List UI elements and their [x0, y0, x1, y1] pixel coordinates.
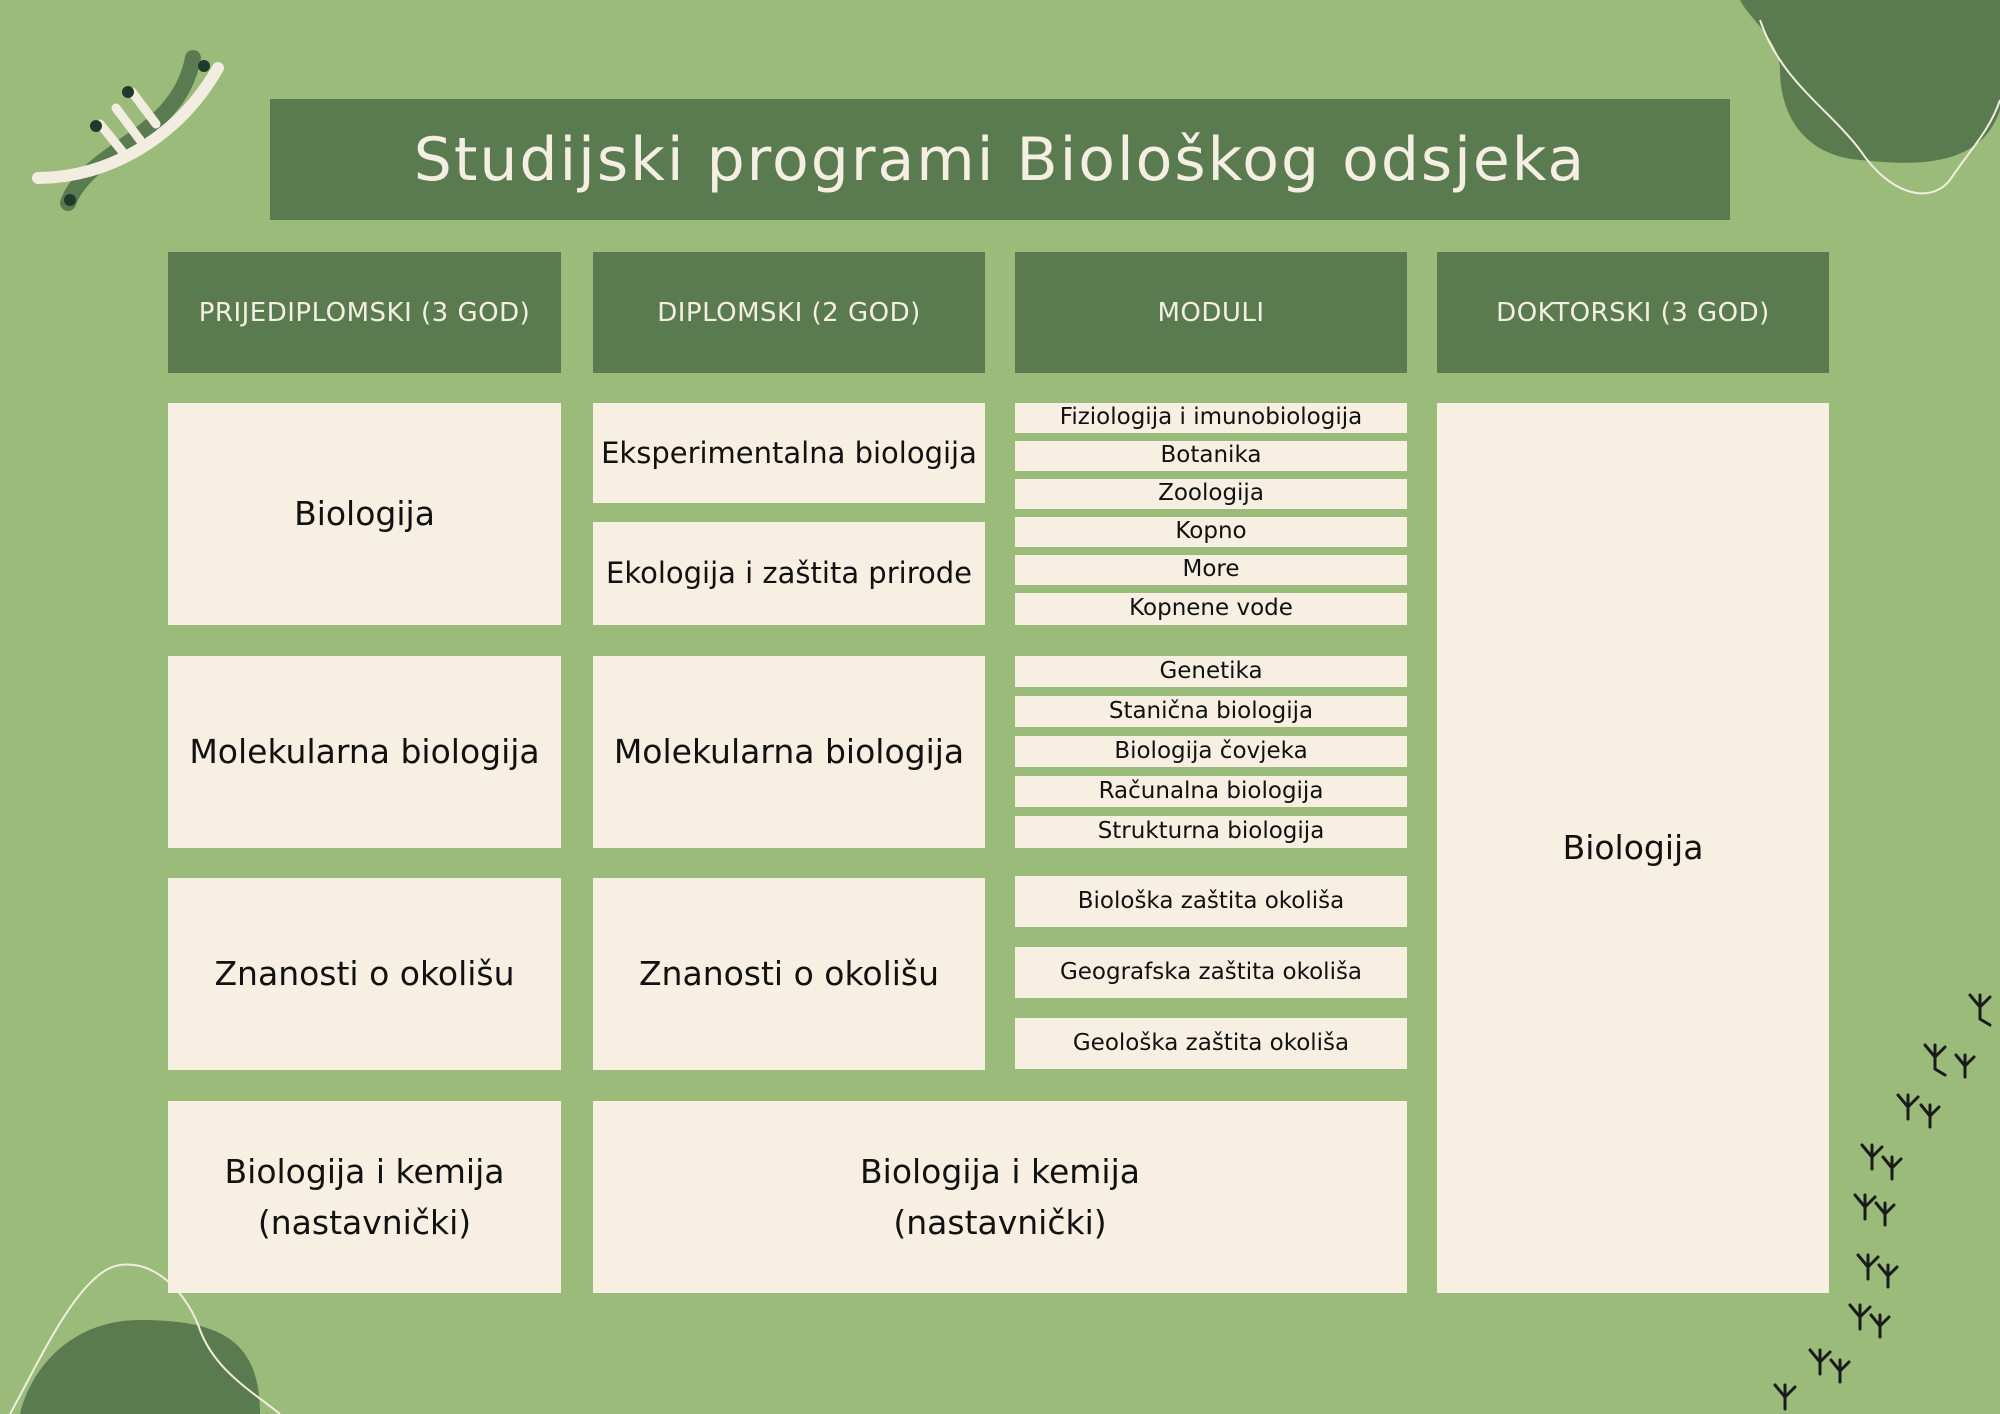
column-header-doctoral: DOKTORSKI (3 GOD) [1437, 252, 1829, 373]
graduate-program-ekologija: Ekologija i zaštita prirode [593, 522, 985, 625]
module-item: Geološka zaštita okoliša [1015, 1018, 1407, 1069]
page-title: Studijski programi Biološkog odsjeka [270, 99, 1730, 220]
module-item: Stanična biologija [1015, 696, 1407, 727]
undergrad-program-okolis: Znanosti o okolišu [168, 878, 561, 1070]
module-item: Geografska zaštita okoliša [1015, 947, 1407, 998]
undergrad-program-biologija: Biologija [168, 403, 561, 625]
column-header-graduate: DIPLOMSKI (2 GOD) [593, 252, 985, 373]
dna-icon [28, 28, 228, 228]
graduate-program-okolis: Znanosti o okolišu [593, 878, 985, 1070]
module-item: Genetika [1015, 656, 1407, 687]
graduate-nastavnicki-line2: (nastavnički) [893, 1203, 1107, 1242]
column-header-undergrad: PRIJEDIPLOMSKI (3 GOD) [168, 252, 561, 373]
module-item: Kopno [1015, 517, 1407, 547]
undergrad-nastavnicki-line1: Biologija i kemija [224, 1151, 505, 1191]
module-item: More [1015, 555, 1407, 585]
column-header-modules: MODULI [1015, 252, 1407, 373]
undergrad-nastavnicki-line2: (nastavnički) [257, 1203, 472, 1242]
module-item: Strukturna biologija [1015, 816, 1407, 848]
graduate-nastavnicki-line1: Biologija i kemija [860, 1151, 1140, 1191]
module-item: Zoologija [1015, 479, 1407, 509]
module-item: Biologija čovjeka [1015, 736, 1407, 767]
module-item: Biološka zaštita okoliša [1015, 876, 1407, 927]
graduate-program-nastavnicki [593, 1101, 1407, 1293]
undergrad-program-nastavnicki [168, 1101, 561, 1293]
module-item: Kopnene vode [1015, 593, 1407, 625]
top-right-blob-decoration [1740, 0, 2000, 210]
module-item: Botanika [1015, 441, 1407, 471]
undergrad-program-molekularna: Molekularna biologija [168, 656, 561, 848]
graduate-program-eksperimentalna: Eksperimentalna biologija [593, 403, 985, 503]
module-item: Računalna biologija [1015, 776, 1407, 807]
doctoral-program-biologija: Biologija [1437, 403, 1829, 1293]
graduate-program-molekularna: Molekularna biologija [593, 656, 985, 848]
module-item: Fiziologija i imunobiologija [1015, 403, 1407, 433]
